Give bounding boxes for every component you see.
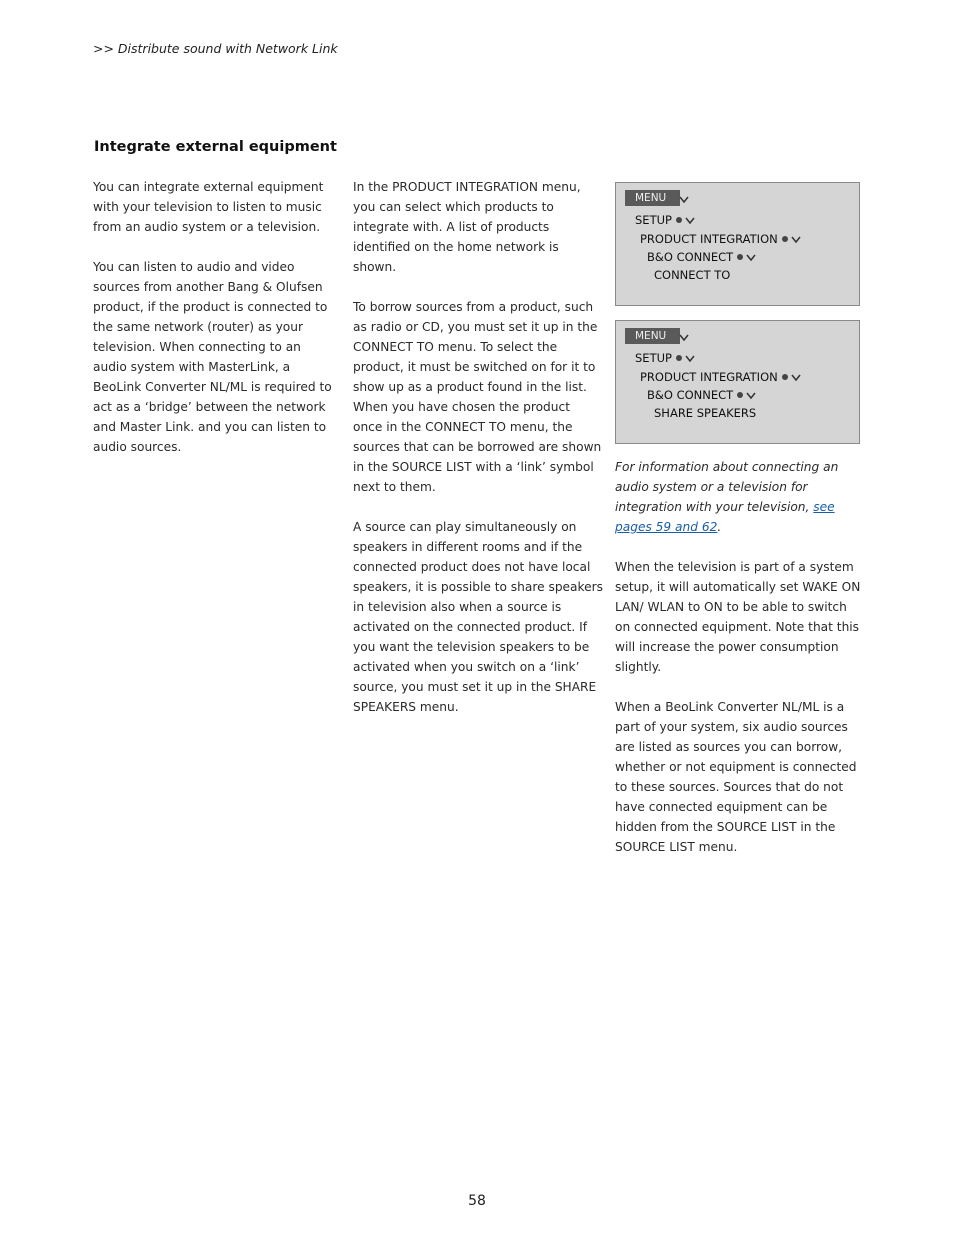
menu-item-label: SETUP — [635, 213, 672, 227]
menu-item-setup — [635, 213, 695, 227]
paragraph: You can listen to audio and video sources from another Bang & Olufsen product, if the product is connected to the same network (router) as your television. When connecting to an audio system with MasterLink, a BeoLink Converter NL/ML is required to act as a ‘bridge’ between the network and Master Link. and you can listen to audio sources. — [93, 260, 332, 454]
chevron-down-icon — [791, 374, 801, 382]
menu-item-label: PRODUCT INTEGRATION — [640, 232, 778, 246]
dot-icon — [676, 217, 682, 223]
menu-item-label: SETUP — [635, 351, 672, 365]
paragraph: To borrow sources from a product, such as radio or CD, you must set it up in the CONNECT TO menu. To select the product, it must be switched on for it to show up as a product found in the list. When you have chosen the product once in the CONNECT TO menu, the sources that can be borrowed are shown in the SOURCE LIST with a ‘link’ symbol next to them. — [353, 300, 602, 494]
menu-item-label: B&O CONNECT — [647, 250, 734, 264]
menu-item-product-integration — [640, 370, 801, 384]
menu-tag: MENU — [625, 190, 680, 206]
info-note — [615, 457, 865, 537]
menu-diagram-connect-to — [615, 182, 860, 306]
menu-item-connect-to — [654, 268, 730, 282]
paragraph: When the television is part of a system setup, it will automatically set WAKE ON LAN/ WLAN to ON to be able to switch on connected equipment. Note that this will increase the power consumption slightly. — [615, 560, 861, 674]
dot-icon — [737, 254, 743, 260]
menu-item-setup — [635, 351, 695, 365]
chevron-down-icon — [685, 217, 695, 225]
menu-tag: MENU — [625, 328, 680, 344]
menu-item-label: SHARE SPEAKERS — [654, 406, 757, 420]
page-reference-link[interactable]: see pages 59 and 62 — [615, 500, 835, 534]
chevron-down-icon — [685, 355, 695, 363]
paragraph: When a BeoLink Converter NL/ML is a part of your system, six audio sources are listed as sources you can borrow, whether or not equipment is connected to these sources. Sources that do not have connected equipment can be hidden from the SOURCE LIST in the SOURCE LIST menu. — [615, 700, 857, 854]
chevron-down-icon — [679, 196, 689, 204]
chevron-down-icon — [791, 236, 801, 244]
menu-diagram-share-speakers — [615, 320, 860, 444]
chevron-down-icon — [746, 254, 756, 262]
column-system-info — [615, 457, 865, 877]
menu-item-label: CONNECT TO — [654, 268, 731, 282]
breadcrumb: >> Distribute sound with Network Link — [93, 41, 338, 56]
section-title: Integrate external equipment — [94, 139, 337, 155]
menu-item-product-integration — [640, 232, 801, 246]
page-number: 58 — [468, 1193, 486, 1209]
dot-icon — [737, 392, 743, 398]
dot-icon — [782, 374, 788, 380]
dot-icon — [782, 236, 788, 242]
menu-item-label: B&O CONNECT — [647, 388, 734, 402]
chevron-down-icon — [746, 392, 756, 400]
menu-item-bo-connect — [647, 388, 756, 402]
paragraph: In the PRODUCT INTEGRATION menu, you can select which products to integrate with. A list of products identified on the home network is shown. — [353, 180, 581, 274]
dot-icon — [676, 355, 682, 361]
paragraph: A source can play simultaneously on speakers in different rooms and if the connected product does not have local speakers, it is possible to share speakers in television also when a source is activated on the connected product. If you want the television speakers to be activated when you switch on a ‘link’ source, you must set it up in the SHARE SPEAKERS menu. — [353, 520, 604, 714]
info-note-text: For information about connecting an audio system or a television for integration with your television, — [615, 460, 839, 514]
chevron-down-icon — [679, 334, 689, 342]
menu-item-share-speakers — [654, 406, 756, 420]
menu-item-bo-connect — [647, 250, 756, 264]
column-product-integration — [353, 177, 603, 737]
info-note-end: . — [717, 520, 722, 534]
paragraph: You can integrate external equipment with your television to listen to music from an audio system or a television. — [93, 180, 324, 234]
column-intro — [93, 177, 338, 477]
menu-item-label: PRODUCT INTEGRATION — [640, 370, 778, 384]
